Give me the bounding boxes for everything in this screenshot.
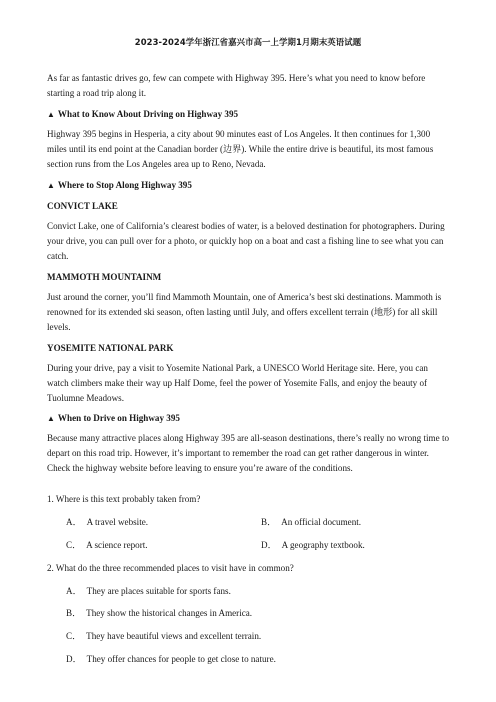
triangle-up-icon: ▲ xyxy=(47,110,55,119)
question-2-option-d: D． They offer chances for people to get close to nature. xyxy=(66,654,276,664)
when-paragraph: Because many attractive places along Highway 395 are all-season destinations, there’s really no wrong time to depart on this road trip. However, it’s important to remember the road can get rather dangerous in winter. Check the highway website before leaving to ensure you’re aware of the conditions. xyxy=(47,433,450,473)
section-heading-stops xyxy=(47,178,192,193)
mammoth-mountain-paragraph: Just around the corner, you’ll find Mammoth Mountain, one of America’s best ski destinations. Mammoth is renowned for its extended ski season, often lasting until July, and offers excellent terrain (地形) for all skill levels. xyxy=(47,292,442,332)
place-name-convict-lake: CONVICT LAKE xyxy=(47,201,118,211)
intro-paragraph: As far as fantastic drives go, few can compete with Highway 395. Here’s what you need to know before starting a road trip along it. xyxy=(47,73,426,98)
question-1-option-d: D． A geography textbook. xyxy=(261,540,365,550)
section-heading-text: Where to Stop Along Highway 395 xyxy=(57,180,192,190)
page-title: 2023-2024学年浙江省嘉兴市高一上学期1月期末英语试题 xyxy=(134,37,362,47)
question-1-stem: 1. Where is this text probably taken from? xyxy=(47,494,201,504)
section-heading-text: What to Know About Driving on Highway 395 xyxy=(57,109,239,119)
triangle-up-icon: ▲ xyxy=(47,181,55,190)
question-2-stem: 2. What do the three recommended places to visit have in common? xyxy=(47,563,294,573)
question-2-option-a: A． They are places suitable for sports fans. xyxy=(66,586,231,596)
section-heading-when xyxy=(47,411,180,426)
place-name-mammoth-mountain: MAMMOTH MOUNTAINM xyxy=(47,272,162,282)
question-1-option-a: A． A travel website. xyxy=(66,517,149,527)
question-2-option-c: C． They have beautiful views and excellent terrain. xyxy=(66,631,262,641)
section-heading-driving xyxy=(47,107,238,122)
question-1-option-c: C． A science report. xyxy=(66,540,148,550)
section-heading-text: When to Drive on Highway 395 xyxy=(57,413,180,423)
question-2-option-b: B． They show the historical changes in America. xyxy=(66,608,253,618)
driving-paragraph: Highway 395 begins in Hesperia, a city about 90 minutes east of Los Angeles. It then continues for 1,300 miles until its end point at the Canadian border (边界). While the entire drive is beautiful, its most famous section runs from the Los Angeles area up to Reno, Nevada. xyxy=(47,129,434,169)
convict-lake-paragraph: Convict Lake, one of California’s clearest bodies of water, is a beloved destination for photographers. During your drive, you can pull over for a photo, or quickly hop on a boat and cast a fishing line to see what you can catch. xyxy=(47,221,445,261)
place-name-yosemite: YOSEMITE NATIONAL PARK xyxy=(47,343,174,353)
triangle-up-icon: ▲ xyxy=(47,414,55,423)
yosemite-paragraph: During your drive, pay a visit to Yosemite National Park, a UNESCO World Heritage site. Here, you can watch climbers make their way up Half Dome, feel the power of Yosemite Falls, and enjoy the beauty of Tuolumne Meadows. xyxy=(47,363,428,403)
question-1-option-b: B． An official document. xyxy=(261,517,362,527)
